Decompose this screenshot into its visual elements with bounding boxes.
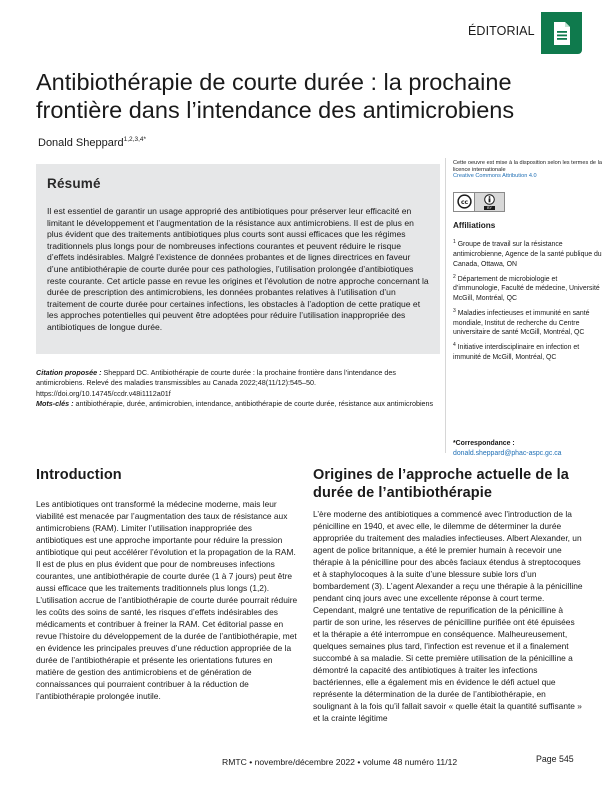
author-affiliation-marks: 1,2,3,4* [123, 136, 147, 143]
article-title: Antibiothérapie de courte durée : la prochaine frontière dans l’intendance des antimicrobiens [36, 69, 515, 123]
affiliation-number: 1 [453, 239, 456, 246]
suggested-citation [36, 368, 440, 389]
svg-text:cc: cc [460, 199, 468, 207]
footer-journal-info: RMTC • novembre/décembre 2022 • volume 48 numéro 11/12 [222, 757, 458, 767]
keywords-label: Mots-clés : [36, 398, 74, 408]
correspondence-label: *Correspondance : [453, 440, 515, 447]
cc-by-badge[interactable] [453, 192, 505, 212]
affiliation-text: Maladies infectieuses et immunité en santé mondiale, Institut de recherche du Centre universitaire de santé McGill, Montréal, QC [453, 309, 590, 337]
author-name: Donald Sheppard [38, 137, 124, 149]
cc-by-label: BY [484, 206, 495, 210]
citation-block [36, 368, 440, 409]
affiliation-number: 4 [453, 342, 456, 349]
doi-link[interactable]: https://doi.org/10.14745/ccdr.v48i1112a01f [36, 388, 171, 398]
correspondence-email-link[interactable]: donald.sheppard@phac-aspc.gc.ca [453, 450, 562, 457]
section-label: ÉDITORIAL [468, 24, 535, 38]
column-divider [445, 158, 446, 453]
affiliation-item [453, 238, 603, 269]
origins-section [313, 466, 583, 724]
section-text: L’ère moderne des antibiotiques a commencé avec l’introduction de la pénicilline en 1940, et avec elle, le dilemme de déterminer la durée appropriée du traitement des maladies infectieuses. Albert Alexander, un agent de police britannique, a été le premier humain à recevoir une thérapie à la pénicilline pour des abcès faciaux étendus à streptocoques et à staphylocoques à la suite d’une blessure subie lors d’un bombardement (3). L’agent Alexander a reçu une thérapie à la pénicilline pendant cinq jours avec une excellente réponse à court terme. Cependant, malgré une tentative de repurification de la pénicilline à partir de son urine, les réserves de pénicilline purifiée ont été épuisées et la thérapie a été interrompue en conséquence. Malheureusement, quelques semaines plus tard, l’infection est revenue et il a finalement succombé à sa maladie. Si cette première utilisation de la pénicilline a démontré la capacité des antibiotiques à traiter les infections bactériennes, elle a également mis en évidence le défi actuel que représente la détermination de la durée de l’antibiothérapie, en soulignant à la fois qu’il fallait savoir « quelle était la quantité suffisante » et la crainte légitime [313, 509, 583, 723]
attribution-icon [475, 193, 504, 211]
license-link[interactable]: Creative Commons Attribution 4.0 [453, 173, 537, 180]
author [38, 136, 146, 149]
affiliation-number: 3 [453, 307, 456, 314]
document-icon [541, 12, 582, 54]
affiliation-item [453, 273, 603, 304]
abstract-box [36, 164, 440, 354]
affiliations-heading: Affiliations [453, 220, 496, 230]
page-number: Page 545 [536, 754, 574, 764]
affiliation-item [453, 307, 603, 338]
license-notice [453, 160, 603, 180]
abstract-text: Il est essentiel de garantir un usage approprié des antibiotiques pour préserver leur efficacité en limitant le développement et l’augmentation de la résistance aux antimicrobiens. Il est de plus en plus évident que des traitements antibiotiques plus courts sont aussi efficaces que les régimes traditionnels plus longs pour de nombreuses infections courantes et peuvent réduire le risque d’effets indésirables. Malgré l’existence de données probantes et de lignes directrices en faveur d’une antibiothérapie de courte durée pour ces pathologies, l’utilisation prolongée d’antibiotiques reste courante. Cet article passe en revue les origines et l’évolution de notre approche concernant la durée de prescription des antimicrobiens, les données probantes relatives à l’utilisation d’un traitement de courte durée pour certaines infections, les obstacles à l’adoption de cette pratique et les approches potentielles qui peuvent être adoptées pour réduire l’utilisation inappropriée des antibiotiques de longue durée. [47, 206, 429, 332]
section-heading: Introduction [36, 467, 122, 483]
affiliation-text: Initiative interdisciplinaire en infection et immunité de McGill, Montréal, QC [453, 344, 580, 361]
introduction-section [36, 466, 298, 702]
abstract-heading: Résumé [47, 176, 101, 191]
cc-icon [454, 193, 475, 211]
keywords-text: antibiothérapie, durée, antimicrobien, intendance, antibiothérapie de courte durée, résistance aux antimicrobiens [73, 398, 434, 408]
section-heading: Origines de l’approche actuelle de la durée de l’antibiothérapie [313, 467, 569, 501]
citation-label: Citation proposée : [36, 368, 102, 377]
correspondence [453, 439, 608, 459]
affiliation-text: Département de microbiologie et d’immunologie, Faculté de médecine, Université McGill, Montréal, QC [453, 275, 600, 302]
affiliation-text: Groupe de travail sur la résistance antimicrobienne, Agence de la santé publique du Canada, Ottawa, ON [453, 241, 602, 268]
keywords [36, 399, 440, 409]
citation-text: Sheppard DC. Antibiothérapie de courte durée : la prochaine frontière dans l’intendance des antimicrobiens. Relevé des maladies transmissibles au Canada 2022;48(11/12):545–50. [36, 368, 396, 388]
affiliation-item [453, 341, 603, 362]
sidebar [453, 160, 603, 366]
section-text: Les antibiotiques ont transformé la médecine moderne, mais leur viabilité est menacée par l’augmentation des taux de résistance aux antimicrobiens (RAM). Limiter l’utilisation inappropriée des antibiotiques est une approche importante pour réduire la pression antibiotique qui peut accélérer l’évolution et la propagation de la RAM. Il est de plus en plus évident que pour de nombreuses infections courantes, une antibiothérapie de courte durée (1 à 7 jours) peut être aussi efficace que les traitements traditionnels plus longs (1,2). L’utilisation accrue de l’antibiothérapie de courte durée pourrait réduire les coûts des soins de santé, les risques d’effets indésirables des médicaments et contribuer à freiner la RAM. Cet éditorial passe en revue l’histoire du développement de la durée de l’antibiothérapie, met en évidence les principales preuves d’une réduction appropriée de la durée de l’antibiothérapie et présente les orientations futures en matière de gestion des antimicrobiens et de génération de connaissances qui pourraient contribuer à la réduction de l’antibiothérapie prolongée inutile. [36, 499, 298, 701]
license-text: Cette oeuvre est mise à la disposition selon les termes de la licence internationale [453, 160, 602, 173]
affiliation-number: 2 [453, 273, 456, 280]
